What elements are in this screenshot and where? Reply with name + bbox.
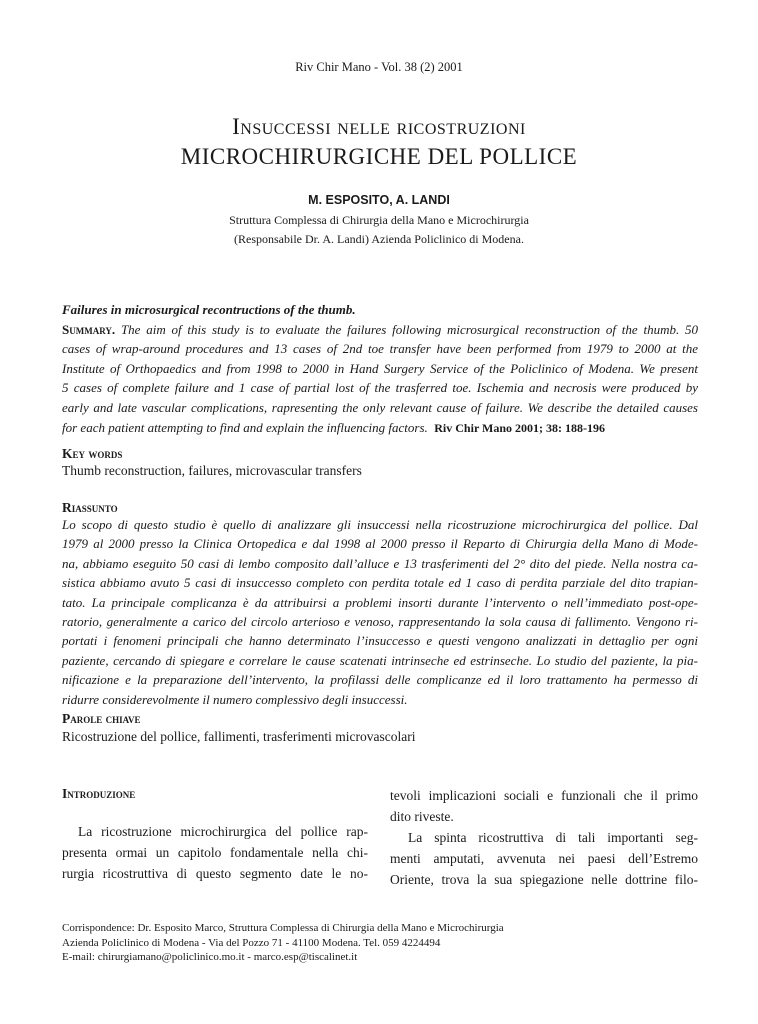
riassunto-line: sistica abbiamo avuto 5 casi di insuccesso completo con perdita totale ed 1 caso di perdita parziale del dito trapian- [62,575,698,591]
correspondence-footer [62,921,504,965]
riassunto-line: ratorio, generalmente a carico del circolo arterioso e venoso, rappresentando la sola causa di fallimento. Vengono ri- [62,613,698,629]
abstract-line [62,320,698,340]
body-line: dito riveste. [390,809,454,824]
body-line: rurgia ricostruttiva di questo segmento date le no- [62,866,368,881]
running-head: Riv Chir Mano - Vol. 38 (2) 2001 [295,60,463,74]
affiliation [0,211,758,249]
riassunto-line: 1979 al 2000 presso la Clinica Ortopedica e dal 1998 al 2000 presso il Reparto di Chirurgia della Mano di Mode- [62,536,698,552]
article-title [0,112,758,172]
body-line: presenta ormai un capitolo fondamentale nella chi- [62,845,368,860]
riassunto-line: ridurre considerevolmente il numero complessivo degli insuccessi. [62,691,408,707]
introduzione-heading: Introduzione [62,786,136,801]
abstract-line-text: The aim of this study is to evaluate the failures following microsurgical reconstruction of the thumb. 50 [120,321,699,337]
riassunto-heading: Riassunto [62,500,118,515]
body-line: tevoli implicazioni sociali e funzionali che il primo [390,788,698,803]
abstract-line-text: for each patient attempting to find and explain the influencing factors. [62,419,428,435]
riassunto-line: Lo scopo di questo studio è quello di analizzare gli insuccessi nella ricostruzione microchirurgica del pollice. Dal [62,517,698,532]
summary-label: Summary. [62,321,116,337]
riassunto-body [62,515,698,709]
affiliation-line-1: Struttura Complessa di Chirurgia della Mano e Microchirurgia [229,213,529,227]
abstract-line [62,418,698,438]
keywords-heading: Key words [62,446,123,461]
body-column-right [390,785,698,890]
keywords-text: Thumb reconstruction, failures, microvascular transfers [62,463,362,478]
authors: M. ESPOSITO, A. LANDI [308,193,450,207]
footer-line-1: Corrispondence: Dr. Esposito Marco, Struttura Complessa di Chirurgia della Mano e Microchirurgia [62,922,504,934]
riassunto-line: na, abbiamo eseguito 50 casi di lembo composito dall’alluce e 13 trasferimenti del 2° dito del piede. Nella nostra ca- [62,555,698,571]
title-line-1: Insuccessi nelle ricostruzioni [232,114,526,139]
body-line: menti amputati, avvenuta nei paesi dell’Estremo [390,851,698,866]
body-column-left [62,821,368,884]
body-line: La ricostruzione microchirurgica del pollice rap- [78,824,368,839]
parole-chiave-text: Ricostruzione del pollice, fallimenti, trasferimenti microvascolari [62,729,416,744]
body-line: La spinta ricostruttiva di tali importanti seg- [408,830,698,845]
footer-line-3: E-mail: chirurgiamano@policlinico.mo.it - marco.esp@tiscalinet.it [62,951,358,963]
riassunto-line: paziente, cercando di spiegare e correlare le cause scatenati intrinseche ed estrinseche. Lo studio del paziente, la pia- [62,652,698,668]
english-title: Failures in microsurgical recontructions of the thumb. [62,302,356,317]
affiliation-line-2: (Responsabile Dr. A. Landi) Azienda Policlinico di Modena. [234,232,524,246]
abstract-line: Institute of Orthopaedics and from 1998 to 2000 in Hand Surgery Service of the Policlinico of Modena. We present [62,360,698,376]
abstract-line: cases of wrap-around procedures and 13 cases of 2nd toe transfer have been performed from 1979 to 2000 at the [62,341,698,357]
abstract-line: early and late vascular complications, rapresenting the only relevant cause of failure. We describe the detailed causes [62,399,698,415]
journal-citation: Riv Chir Mano 2001; 38: 188-196 [434,420,606,435]
riassunto-line: tato. La principale complicanza è da attribuirsi a problemi insorti durante l’intervento o nell’immediato post-ope- [62,594,698,610]
title-line-2: MICROCHIRURGICHE DEL POLLICE [180,144,578,169]
english-abstract [62,300,698,437]
body-line: Oriente, trova la sua spiegazione nelle dottrine filo- [390,872,698,887]
footer-line-2: Azienda Policlinico di Modena - Via del Pozzo 71 - 41100 Modena. Tel. 059 4224494 [62,936,441,949]
abstract-line: 5 cases of complete failure and 1 case of partial lost of the trasferred toe. Ischemia and necrosis were produced by [62,380,698,396]
riassunto-line: nificazione e la preparazione dell’intervento, la profilassi delle complicanze ed il loro trattamento ha permesso di [62,672,698,688]
riassunto-line: portati i fenomeni principali che hanno determinato l’insuccesso e questi vengono analizzati in dettaglio per ogni [62,633,698,649]
parole-chiave-heading: Parole chiave [62,711,141,726]
